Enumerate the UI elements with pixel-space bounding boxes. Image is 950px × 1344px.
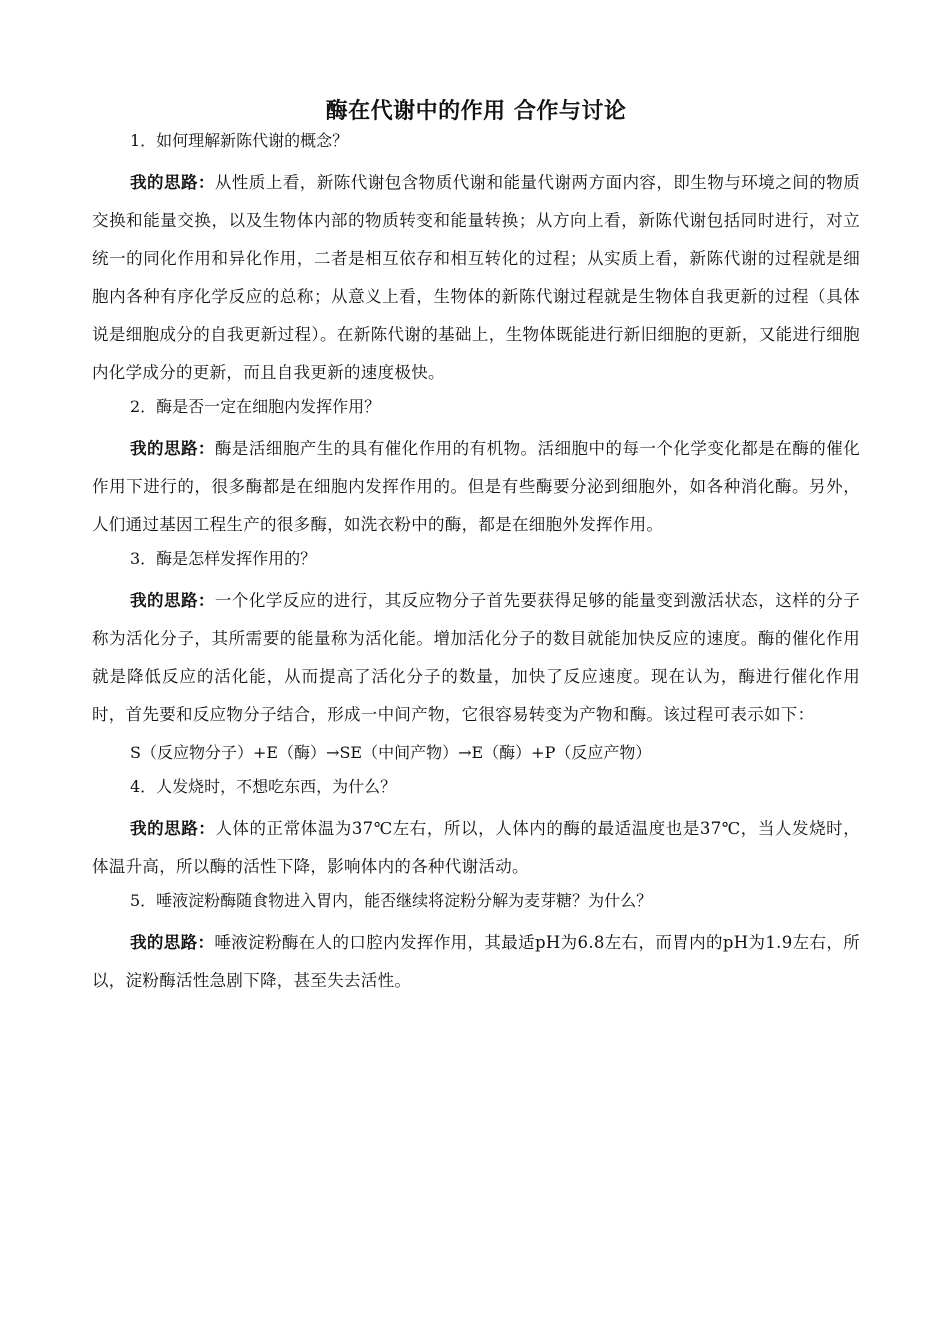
- question-1: 1．如何理解新陈代谢的概念？: [130, 131, 349, 150]
- answer-5: [92, 924, 860, 1000]
- question-3: 3．酶是怎样发挥作用的？: [130, 549, 317, 568]
- answer-lead-label: 我的思路：: [130, 933, 215, 952]
- answer-2: [92, 430, 860, 544]
- answer-4: [92, 810, 860, 886]
- reaction-formula: S（反应物分子）+E（酶）→SE（中间产物）→E（酶）+P（反应产物）: [130, 743, 652, 762]
- question-2: 2．酶是否一定在细胞内发挥作用？: [130, 397, 381, 416]
- answer-1-text: 从性质上看，新陈代谢包含物质代谢和能量代谢两方面内容，即生物与环境之间的物质交换和能量交换，以及生物体内部的物质转变和能量转换；从方向上看，新陈代谢包括同时进行，对立统一的同化作用和异化作用，二者是相互依存和相互转化的过程；从实质上看，新陈代谢的过程就是细胞内各种有序化学反应的总称；从意义上看，生物体的新陈代谢过程就是生物体自我更新的过程（具体说是细胞成分的自我更新过程）。在新陈代谢的基础上，生物体既能进行新旧细胞的更新，又能进行细胞内化学成分的更新，而且自我更新的速度极快。: [92, 173, 860, 382]
- answer-lead-label: 我的思路：: [130, 173, 215, 192]
- answer-1: [92, 164, 860, 392]
- answer-lead-label: 我的思路：: [130, 439, 215, 458]
- answer-3: [92, 582, 860, 734]
- document-page: [92, 96, 860, 1002]
- page-title: 酶在代谢中的作用 合作与讨论: [325, 98, 627, 124]
- answer-5-text: 唾液淀粉酶在人的口腔内发挥作用，其最适pH为6.8左右，而胃内的pH为1.9左右，所以，淀粉酶活性急剧下降，甚至失去活性。: [92, 933, 861, 990]
- answer-lead-label: 我的思路：: [130, 819, 216, 838]
- question-5: 5．唾液淀粉酶随食物进入胃内，能否继续将淀粉分解为麦芽糖？为什么？: [130, 891, 653, 910]
- answer-2-text: 酶是活细胞产生的具有催化作用的有机物。活细胞中的每一个化学变化都是在酶的催化作用下进行的，很多酶都是在细胞内发挥作用的。但是有些酶要分泌到细胞外，如各种消化酶。另外，人们通过基因工程生产的很多酶，如洗衣粉中的酶，都是在细胞外发挥作用。: [92, 439, 860, 534]
- question-4: 4．人发烧时，不想吃东西，为什么？: [130, 777, 397, 796]
- answer-3-text: 一个化学反应的进行，其反应物分子首先要获得足够的能量变到激活状态，这样的分子称为活化分子，其所需要的能量称为活化能。增加活化分子的数目就能加快反应的速度。酶的催化作用就是降低反应的活化能，从而提高了活化分子的数量，加快了反应速度。现在认为，酶进行催化作用时，首先要和反应物分子结合，形成一中间产物，它很容易转变为产物和酶。该过程可表示如下：: [92, 591, 860, 724]
- answer-4-text: 人体的正常体温为37℃左右，所以，人体内的酶的最适温度也是37℃，当人发烧时，体温升高，所以酶的活性下降，影响体内的各种代谢活动。: [92, 819, 860, 876]
- answer-lead-label: 我的思路：: [130, 591, 215, 610]
